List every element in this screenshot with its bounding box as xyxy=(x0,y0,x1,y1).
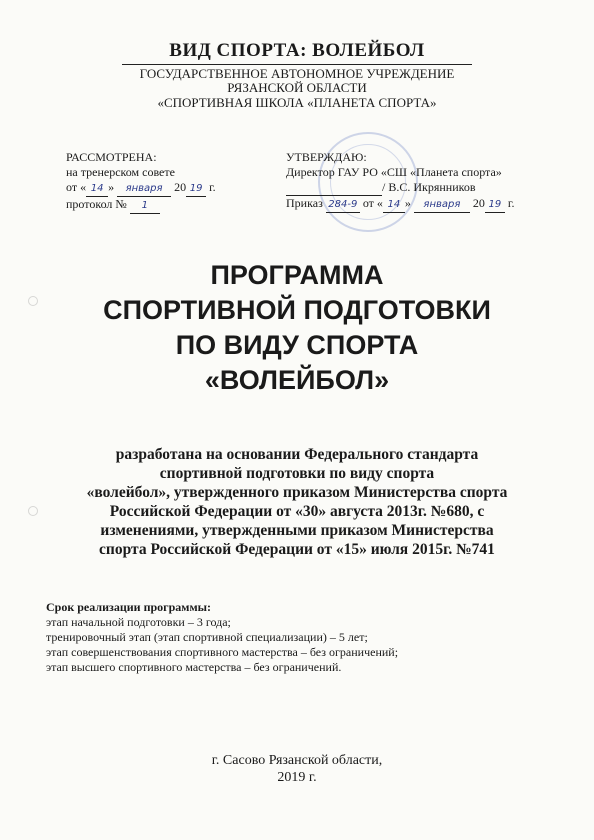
approval-left-day: 14 xyxy=(86,181,108,197)
approval-right-signature: / В.С. Икрянников xyxy=(286,180,514,196)
title-line2: СПОРТИВНОЙ ПОДГОТОВКИ xyxy=(103,295,491,325)
signature-line xyxy=(286,180,382,196)
implementation-periods xyxy=(46,600,398,675)
document-footer xyxy=(0,752,594,786)
org-name-line1: ГОСУДАРСТВЕННОЕ АВТОНОМНОЕ УЧРЕЖДЕНИЕ xyxy=(139,66,455,81)
org-name-line2: РЯЗАНСКОЙ ОБЛАСТИ xyxy=(227,80,367,95)
approval-right-order: Приказ 284-9 от « 14 » января 20 19 г. xyxy=(286,196,514,213)
protocol-number: 1 xyxy=(130,198,160,214)
order-number: 284-9 xyxy=(326,197,360,213)
approval-right-month: января xyxy=(414,197,470,213)
basis-line3: «волейбол», утвержденного приказом Министерства спорта xyxy=(86,484,508,501)
approval-considered-block xyxy=(66,150,216,214)
footer-city: г. Сасово Рязанской области, xyxy=(211,753,383,768)
approval-right-day: 14 xyxy=(383,197,405,213)
basis-line5: изменениями, утвержденными приказом Министерства xyxy=(100,522,494,539)
approval-approved-block xyxy=(286,150,514,213)
approval-left-month: января xyxy=(117,181,171,197)
approval-right-year: 19 xyxy=(485,197,505,213)
approval-right-heading: УТВЕРЖДАЮ: xyxy=(286,150,367,164)
period-item: этап высшего спортивного мастерства – без ограничений. xyxy=(46,660,342,674)
program-basis xyxy=(40,445,554,559)
org-name-line3: «СПОРТИВНАЯ ШКОЛА «ПЛАНЕТА СПОРТА» xyxy=(157,95,437,110)
approval-left-protocol: протокол № 1 xyxy=(66,197,216,214)
title-line3: ПО ВИДУ СПОРТА xyxy=(175,330,419,360)
period-item: этап совершенствования спортивного мастерства – без ограничений; xyxy=(46,645,399,659)
punch-hole-mark xyxy=(28,296,38,306)
basis-line6: спорта Российской Федерации от «15» июля 2015г. №741 xyxy=(99,541,495,558)
basis-line4: Российской Федерации от «30» августа 2013г. №680, с xyxy=(109,503,485,520)
basis-line2: спортивной подготовки по виду спорта xyxy=(159,465,435,482)
approval-left-line1: на тренерском совете xyxy=(66,165,175,179)
header-divider xyxy=(122,64,472,65)
approval-left-heading: РАССМОТРЕНА: xyxy=(66,150,157,164)
title-line4: «ВОЛЕЙБОЛ» xyxy=(204,365,390,395)
punch-hole-mark xyxy=(28,506,38,516)
approval-left-year: 19 xyxy=(186,181,206,197)
footer-year: 2019 г. xyxy=(277,770,317,785)
approval-left-date: от « 14 » января 20 19 г. xyxy=(66,180,216,197)
title-line1: ПРОГРАММА xyxy=(210,260,384,290)
period-item: тренировочный этап (этап спортивной специализации) – 5 лет; xyxy=(46,630,368,644)
sport-title: ВИД СПОРТА: ВОЛЕЙБОЛ xyxy=(169,40,425,61)
approval-right-line1: Директор ГАУ РО «СШ «Планета спорта» xyxy=(286,165,502,179)
periods-heading: Срок реализации программы: xyxy=(46,600,211,614)
basis-line1: разработана на основании Федерального стандарта xyxy=(115,446,479,463)
period-item: этап начальной подготовки – 3 года; xyxy=(46,615,231,629)
program-title xyxy=(0,258,594,398)
